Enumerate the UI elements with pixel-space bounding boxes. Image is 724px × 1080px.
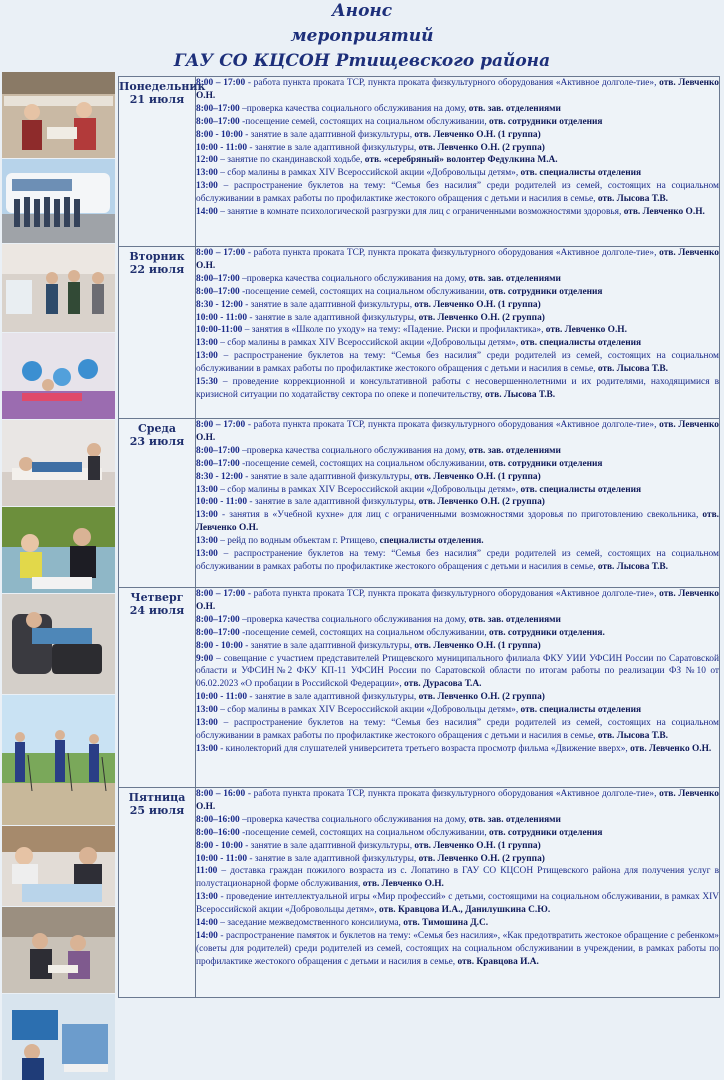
event-text: - занятие в зале адаптивной физкультуры, — [247, 692, 419, 703]
event-responsible: отв. Левченко О.Н. — [623, 207, 705, 218]
event-text: – распространение буклетов на тему: “Семья без насилия” среди родителей из семей, состоящих на социальном обслуживании в рамках работы по профилактике жестокого обращения с детьми и насилия в семье, — [196, 351, 719, 375]
event-responsible: отв. специалисты отделения — [520, 705, 642, 716]
event-text: - занятие в зале адаптивной физкультуры, — [247, 142, 419, 153]
header — [0, 0, 724, 76]
event-time: 8:00–17:00 — [196, 286, 240, 297]
event-item — [196, 299, 719, 312]
events-cell — [196, 588, 720, 788]
event-time: 8:00 – 17:00 — [196, 248, 246, 258]
event-item — [196, 129, 719, 142]
day-date: 25 июля — [129, 804, 185, 817]
photo-massage — [2, 420, 115, 506]
event-time: 13:00 — [196, 338, 218, 349]
event-item — [196, 509, 719, 535]
event-time: 13:00 — [196, 705, 218, 716]
event-responsible: специалисты отделения. — [379, 536, 484, 547]
event-text: – рейд по водным объектам г. Ртищево, — [217, 536, 380, 547]
event-text: - занятие в зале адаптивной физкультуры, — [242, 640, 415, 651]
event-time: 8:00–17:00 — [196, 445, 240, 456]
event-time: 11:00 — [196, 866, 218, 877]
event-text: - работа пункта проката ТСР, пункта проката физкультурного оборудования «Активное долголе-тие», — [245, 789, 660, 799]
day-cell — [119, 588, 196, 788]
day-date: 22 июля — [129, 263, 185, 276]
event-text: – проведение коррекционной и консультативной работы с несовершеннолетними и их родителями, находящимися в кризисной ситуации по ходатайству сектора по опеке и попечительству, — [196, 377, 719, 400]
event-item — [196, 814, 719, 827]
event-responsible: отв. Левченко О.Н. — [196, 589, 719, 612]
event-item — [196, 350, 719, 376]
event-time: 8:00–17:00 — [196, 273, 240, 284]
event-responsible: отв. Кравцова И.А., Данилушкина С.Ю. — [379, 905, 551, 916]
event-item — [196, 917, 719, 930]
event-responsible: отв. сотрудники отделения — [489, 286, 603, 297]
event-item — [196, 717, 719, 743]
day-name: Пятница — [128, 791, 186, 804]
event-responsible: отв. Левченко О.Н. (2 группа) — [418, 853, 545, 864]
event-text: – распространение буклетов на тему: “Семья без насилия” среди родителей из семей, состоящих на социальном обслуживании в рамках работы по профилактике жестокого обращения с детьми и насилия в семье, — [196, 549, 719, 572]
event-time: 13:00 — [196, 892, 218, 903]
event-time: 8:00–17:00 — [196, 614, 240, 625]
event-text: – совещание с участием представителей Ртищевского муниципального филиала ФКУ УИИ УФСИН России по Саратовской области и УФСИН№2 ФКУ КП-11 УФСИН России по Саратовской области по итогам работы по реализации ФЗ №10 от 06.02.2023 «О пробации в Российской Федерации», — [196, 653, 719, 690]
day-date: 21 июля — [129, 93, 185, 106]
day-cell — [119, 77, 206, 247]
event-text: - занятие в зале адаптивной физкультуры, — [242, 840, 415, 851]
event-time: 8:00 - 10:00 — [196, 640, 243, 651]
photo-massage-chair — [2, 594, 115, 694]
event-text: -посещение семей, состоящих на социальном обслуживании, — [239, 627, 490, 638]
event-item — [196, 116, 719, 129]
event-item — [196, 627, 719, 640]
event-responsible: отв. Левченко О.Н. — [196, 789, 719, 812]
event-text: -посещение семей, состоящих на социальном обслуживании, — [239, 286, 490, 297]
event-time: 13:00 — [196, 168, 218, 179]
event-time: 10:00 - 11:00 — [196, 497, 248, 508]
event-time: 13:00 — [196, 510, 218, 521]
day-cell — [119, 419, 196, 588]
event-time: 8:00–17:00 — [196, 116, 240, 127]
event-responsible: отв. Левченко О.Н. — [545, 325, 627, 336]
event-item — [196, 167, 719, 180]
event-text: – доставка граждан пожилого возраста из с. Лопатино в ГАУ СО КЦСОН Ртищевского района для получения услуг в полустационарной форме обслуживания, — [196, 866, 719, 890]
event-text: – заседание межведомственного консилиума, — [217, 918, 404, 929]
event-text: - занятие в зале адаптивной физкультуры, — [247, 497, 419, 508]
events-cell — [196, 247, 720, 419]
day-row — [119, 788, 720, 998]
event-item — [196, 247, 719, 273]
event-time: 8:00 - 10:00 — [196, 840, 243, 851]
event-responsible: отв. Левченко О.Н. — [196, 420, 719, 443]
event-text: -посещение семей, состоящих на социальном обслуживании, — [239, 458, 490, 469]
event-responsible: отв. зав. отделениями — [468, 445, 561, 456]
event-time: 15:30 — [196, 377, 218, 388]
photo-drawing-lesson — [2, 507, 115, 593]
event-text: - занятие в зале адаптивной физкультуры, — [247, 853, 419, 864]
event-text: - работа пункта проката ТСР, пункта проката физкультурного оборудования «Активное долголе-тие», — [245, 420, 660, 430]
event-time: 14:00 — [196, 918, 218, 929]
event-time: 8:00 – 17:00 — [196, 78, 246, 88]
event-item — [196, 865, 719, 891]
event-item — [196, 535, 719, 548]
event-time: 8:00 – 17:00 — [196, 420, 246, 430]
event-responsible: отв. сотрудники отделения — [489, 458, 603, 469]
event-responsible: отв. сотрудники отделения — [489, 116, 603, 127]
event-text: - занятие в зале адаптивной физкультуры, — [242, 299, 415, 310]
event-time: 13:00 — [196, 743, 218, 754]
event-text: – занятие в комнате психологической разгрузки для лиц с ограниченными возможностями здоровья, — [217, 207, 624, 218]
event-item — [196, 337, 719, 350]
event-item — [196, 743, 719, 756]
event-responsible: отв. Левченко О.Н. (1 группа) — [414, 471, 541, 482]
event-time: 14:00 — [196, 930, 218, 941]
day-name: Вторник — [129, 250, 185, 263]
day-name: Понедельник — [119, 80, 206, 93]
event-item — [196, 588, 719, 614]
event-item — [196, 154, 719, 167]
event-time: 8:00 – 17:00 — [196, 589, 246, 599]
event-time: 8:00–17:00 — [196, 458, 240, 469]
event-item — [196, 142, 719, 155]
event-time: 9:00 — [196, 653, 214, 664]
event-time: 12:00 — [196, 155, 218, 166]
event-item — [196, 286, 719, 299]
event-item — [196, 419, 719, 445]
event-responsible: отв. Дурасова Т.А. — [404, 679, 482, 690]
event-responsible: отв. Левченко О.Н. (1 группа) — [414, 129, 541, 140]
day-row — [119, 247, 720, 419]
photo-consultation — [2, 907, 115, 993]
event-item — [196, 788, 719, 814]
event-item — [196, 704, 719, 717]
events-cell — [196, 77, 720, 247]
event-responsible: отв. специалисты отделения — [520, 338, 642, 349]
event-text: - проведение интеллектуальной игры «Мир профессий» с детьми, состоящими на социальном обслуживании, в рамках XIV Всероссийской акции «Добровольцы детям», — [196, 892, 719, 916]
event-responsible: отв. Лысова Т.В. — [597, 730, 669, 741]
day-row — [119, 77, 720, 247]
event-responsible: отв. Левченко О.Н. (1 группа) — [414, 640, 541, 651]
event-text: - занятия в «Учебной кухне» для лиц с ограниченными возможностями здоровья по приготовлению свекольника, — [217, 510, 703, 521]
title-line-1: Анонс — [331, 1, 393, 21]
event-item — [196, 273, 719, 286]
event-responsible: отв. зав. отделениями — [468, 103, 561, 114]
event-responsible: отв. Лысова Т.В. — [597, 194, 669, 205]
photo-social-bus-group — [2, 159, 115, 243]
event-text: -посещение семей, состоящих на социальном обслуживании, — [239, 116, 490, 127]
event-responsible: отв. специалисты отделения — [520, 484, 642, 495]
day-date: 23 июля — [129, 435, 185, 448]
event-text: – занятия в «Школе по уходу» на тему: «Падение. Риски и профилактика», — [242, 325, 546, 336]
event-item — [196, 376, 719, 402]
title-line-3: ГАУ СО КЦСОН Ртищевского района — [173, 51, 551, 71]
event-text: – сбор малины в рамках XIV Всероссийской акции «Добровольцы детям», — [217, 705, 521, 716]
photo-nordic-walking — [2, 695, 115, 825]
event-text: –проверка качества социального обслуживания на дому, — [239, 103, 469, 114]
day-name: Четверг — [130, 591, 184, 604]
event-text: - работа пункта проката ТСР, пункта проката физкультурного оборудования «Активное долголе-тие», — [245, 78, 660, 88]
event-responsible: отв. Лысова Т.В. — [597, 561, 669, 572]
event-item — [196, 614, 719, 627]
event-item — [196, 853, 719, 866]
event-responsible: отв. Левченко О.Н. — [362, 879, 444, 890]
day-cell — [119, 247, 196, 419]
event-responsible: отв. зав. отделениями — [468, 273, 561, 284]
event-text: –проверка качества социального обслуживания на дому, — [239, 814, 469, 825]
event-text: - работа пункта проката ТСР, пункта проката физкультурного оборудования «Активное долголе-тие», — [245, 589, 660, 599]
event-responsible: отв. Левченко О.Н. (2 группа) — [418, 692, 545, 703]
event-responsible: отв. Левченко О.Н. (2 группа) — [418, 312, 545, 323]
event-time: 10:00 - 11:00 — [196, 692, 248, 703]
event-responsible: отв. сотрудники отделения. — [489, 627, 605, 638]
event-item — [196, 653, 719, 692]
event-time: 13:00 — [196, 536, 218, 547]
event-time: 10:00 - 11:00 — [196, 142, 248, 153]
event-responsible: отв. Тимошина Д.С. — [403, 918, 489, 929]
photo-computer-class — [2, 994, 115, 1080]
event-responsible: отв. Левченко О.Н. (1 группа) — [414, 840, 541, 851]
event-responsible: отв. сотрудники отделения — [489, 827, 603, 838]
event-responsible: отв. Левченко О.Н. — [196, 248, 719, 271]
event-item — [196, 640, 719, 653]
event-responsible: отв. Левченко О.Н. — [196, 510, 719, 534]
schedule-table — [118, 76, 720, 998]
event-responsible: отв. Левченко О.Н. (1 группа) — [414, 299, 541, 310]
day-name: Среда — [138, 422, 176, 435]
event-responsible: отв. зав. отделениями — [468, 614, 561, 625]
event-text: –проверка качества социального обслуживания на дому, — [239, 614, 469, 625]
event-time: 14:00 — [196, 207, 218, 218]
title-line-2: мероприятий — [290, 26, 434, 46]
day-date: 24 июля — [129, 604, 185, 617]
photo-fitness-training — [2, 333, 115, 419]
photo-kitchen-class — [2, 72, 115, 158]
event-item — [196, 930, 719, 969]
event-item — [196, 458, 719, 471]
event-item — [196, 180, 719, 206]
event-item — [196, 840, 719, 853]
event-item — [196, 312, 719, 325]
event-time: 13:00 — [196, 181, 218, 192]
event-time: 8:00–17:00 — [196, 103, 240, 114]
day-row — [119, 588, 720, 788]
event-time: 10:00 - 11:00 — [196, 312, 248, 323]
photo-column — [2, 72, 115, 1022]
event-responsible: отв. Лысова Т.В. — [484, 389, 556, 400]
day-row — [119, 419, 720, 588]
event-text: – сбор малины в рамках XIV Всероссийской акции «Добровольцы детям», — [217, 168, 521, 179]
event-time: 10:00-11:00 — [196, 325, 243, 336]
event-item — [196, 324, 719, 337]
event-time: 8:00 – 16:00 — [196, 789, 246, 799]
day-cell — [119, 788, 196, 998]
event-item — [196, 827, 719, 840]
photo-rehab-gym — [2, 244, 115, 332]
event-item — [196, 445, 719, 458]
event-item — [196, 77, 719, 103]
event-item — [196, 548, 719, 574]
event-responsible: отв. «серебряный» волонтер Федулкина М.А. — [364, 155, 558, 166]
event-responsible: отв. Левченко О.Н. — [196, 78, 719, 101]
event-time: 8:00–16:00 — [196, 814, 240, 825]
event-text: - занятие в зале адаптивной физкультуры, — [247, 312, 419, 323]
event-time: 13:00 — [196, 718, 218, 729]
event-responsible: отв. Лысова Т.В. — [597, 364, 669, 375]
event-responsible: отв. Левченко О.Н. — [630, 743, 712, 754]
event-time: 13:00 — [196, 549, 218, 560]
event-text: – сбор малины в рамках XIV Всероссийской акции «Добровольцы детям», — [217, 338, 521, 349]
event-text: – распространение буклетов на тему: “Семья без насилия” среди родителей из семей, состоящих на социальном обслуживании в рамках работы по профилактике жестокого обращения с детьми и насилия в семье, — [196, 181, 719, 205]
event-time: 8:00 - 10:00 — [196, 129, 243, 140]
event-text: -посещение семей, состоящих на социальном обслуживании, — [239, 827, 490, 838]
event-text: - работа пункта проката ТСР, пункта проката физкультурного оборудования «Активное долголе-тие», — [245, 248, 660, 258]
event-time: 8:00–16:00 — [196, 827, 240, 838]
event-time: 8:00–17:00 — [196, 627, 240, 638]
event-item — [196, 691, 719, 704]
event-item — [196, 891, 719, 917]
event-text: - занятие в зале адаптивной физкультуры, — [242, 129, 415, 140]
events-cell — [196, 788, 720, 998]
event-time: 13:00 — [196, 484, 218, 495]
event-text: – распространение буклетов на тему: “Семья без насилия” среди родителей из семей, состоящих на социальном обслуживании в рамках работы по профилактике жестокого обращения с детьми и насилия в семье, — [196, 718, 719, 741]
event-responsible: отв. Левченко О.Н. (2 группа) — [418, 497, 545, 508]
event-responsible: отв. специалисты отделения — [520, 168, 642, 179]
event-item — [196, 206, 719, 219]
photo-crafts-table — [2, 826, 115, 906]
event-time: 10:00 - 11:00 — [196, 853, 248, 864]
event-item — [196, 103, 719, 116]
event-text: – сбор малины в рамках XIV Всероссийской акции «Добровольцы детям», — [217, 484, 521, 495]
event-responsible: отв. Кравцова И.А. — [457, 956, 539, 967]
event-responsible: отв. Левченко О.Н. (2 группа) — [418, 142, 545, 153]
event-item — [196, 496, 719, 509]
event-text: –проверка качества социального обслуживания на дому, — [239, 273, 469, 284]
event-text: - распространение памяток и буклетов на тему: «Семья без насилия», «Как предотвратить жестокое обращение с ребенком» (советы для родителей) среди родителей из семей, состоящих на социальном обслуживании в учреждении, в рамках работы по профилактике жестокого обращения с детьми и насилия в семье, — [196, 930, 719, 967]
event-item — [196, 471, 719, 484]
event-item — [196, 484, 719, 497]
event-text: – занятие по скандинавской ходьбе, — [217, 155, 365, 166]
event-text: - занятие в зале адаптивной физкультуры, — [242, 471, 415, 482]
event-responsible: отв. зав. отделениями — [468, 814, 561, 825]
event-text: –проверка качества социального обслуживания на дому, — [239, 445, 469, 456]
events-cell — [196, 419, 720, 588]
event-time: 8:30 - 12:00 — [196, 299, 243, 310]
event-time: 13:00 — [196, 351, 218, 362]
event-text: - кинолекторий для слушателей университета третьего возраста просмотр фильма «Движение вверх», — [217, 743, 631, 754]
event-time: 8:30 - 12:00 — [196, 471, 243, 482]
